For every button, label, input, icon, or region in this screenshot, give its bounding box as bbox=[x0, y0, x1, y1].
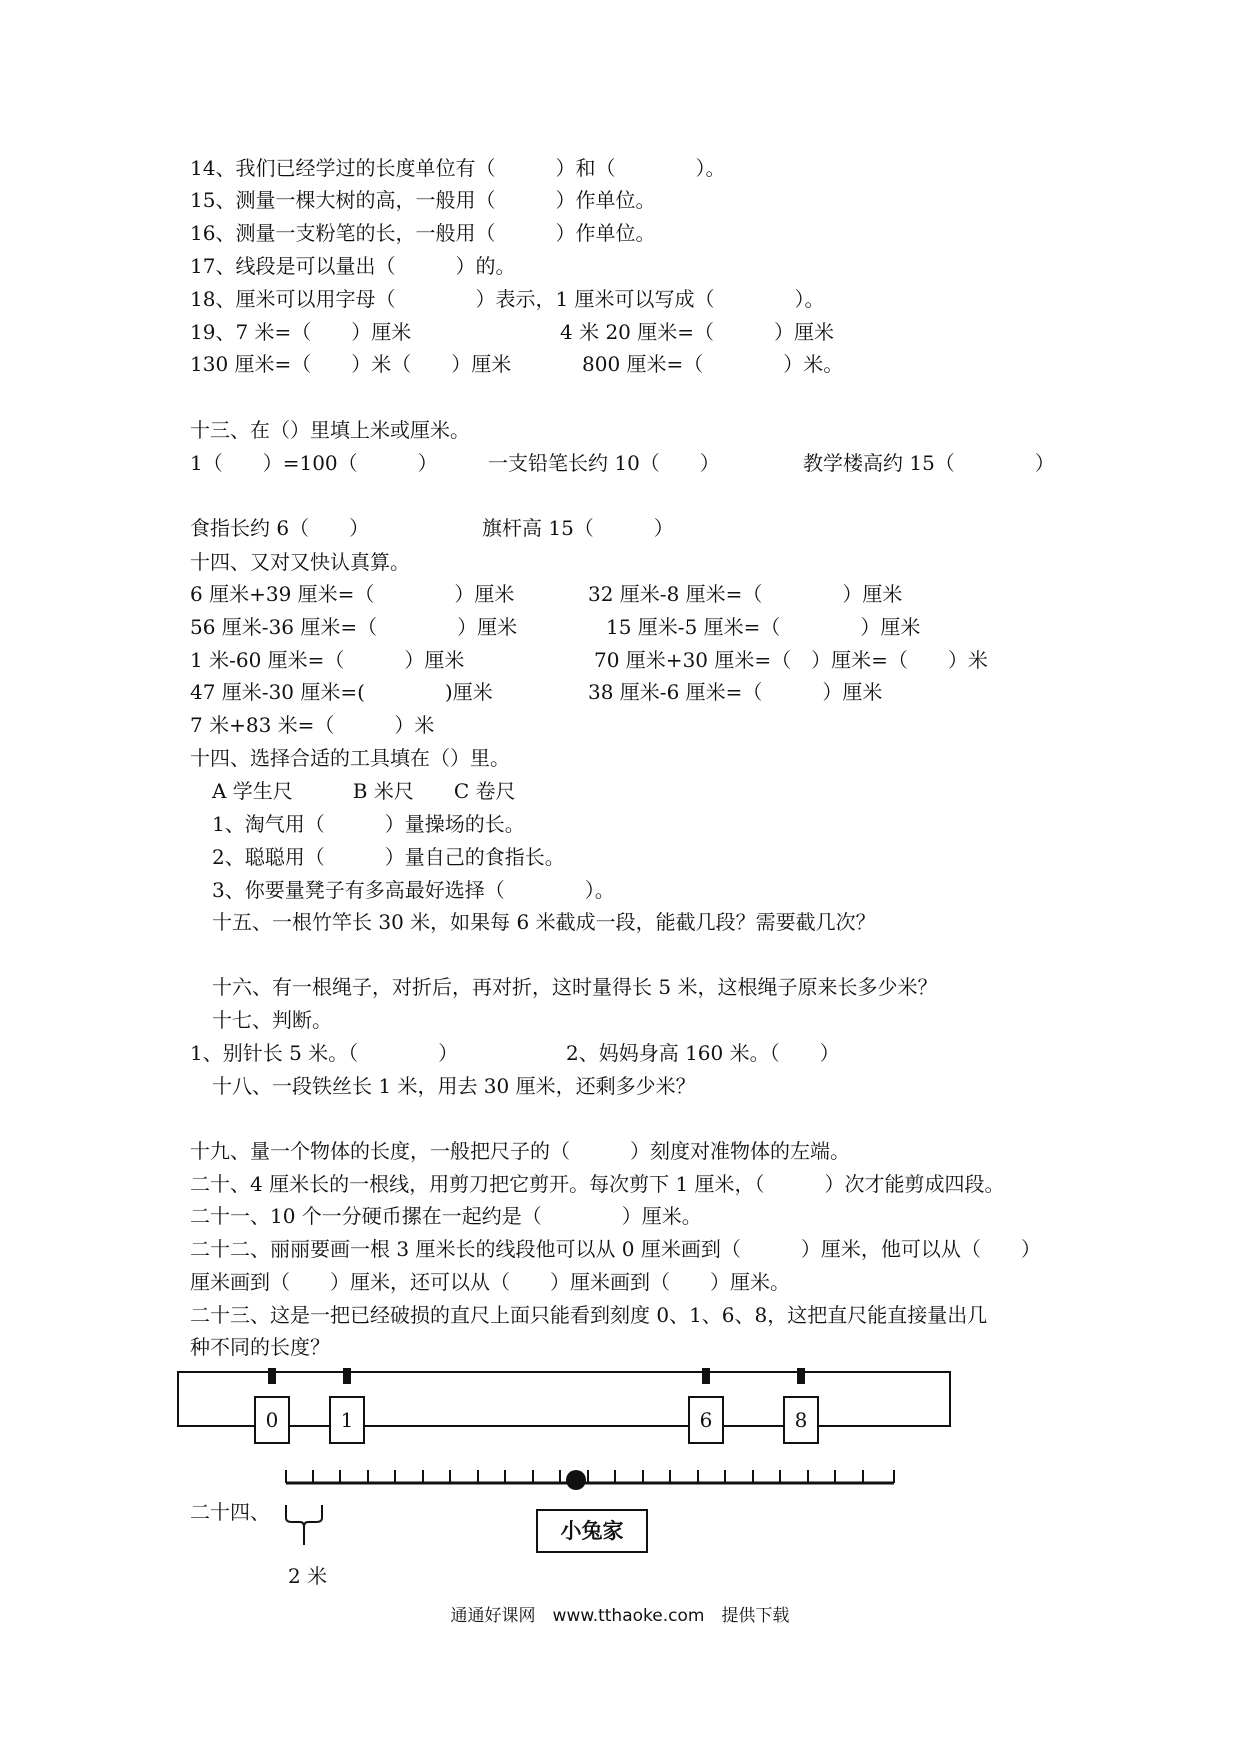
tool-q3: 3、你要量凳子有多高最好选择（ ）。 bbox=[212, 878, 615, 902]
calc-8: 38 厘米-6 厘米=（ ）厘米 bbox=[588, 680, 883, 704]
section-15: 十五、一根竹竿长 30 米，如果每 6 米截成一段，能截几段？需要截几次？ bbox=[212, 910, 876, 934]
section-13-item-3: 教学楼高约 15（ ） bbox=[803, 451, 1055, 475]
calc-1: 6 厘米+39 厘米=（ ）厘米 bbox=[190, 582, 515, 606]
question-16: 16、测量一支粉笔的长，一般用（ ）作单位。 bbox=[190, 221, 656, 245]
tool-options: A 学生尺 B 米尺 C 卷尺 bbox=[212, 779, 516, 803]
question-19a: 19、7 米=（ ）厘米 bbox=[190, 320, 412, 344]
question-19d: 800 厘米=（ ）米。 bbox=[582, 352, 844, 376]
section-13-heading: 十三、在（）里填上米或厘米。 bbox=[190, 418, 470, 442]
section-22-line-1: 二十二、丽丽要画一根 3 厘米长的线段他可以从 0 厘米画到（ ）厘米，他可以从（ ） bbox=[190, 1237, 1041, 1261]
section-13-item-2: 一支铅笔长约 10（ ） bbox=[488, 451, 720, 475]
calc-3: 56 厘米-36 厘米=（ ）厘米 bbox=[190, 615, 518, 639]
section-16: 十六、有一根绳子，对折后，再对折，这时量得长 5 米，这根绳子原来长多少米？ bbox=[212, 975, 938, 999]
ruler-tick-label: 8 bbox=[783, 1396, 819, 1444]
question-18: 18、厘米可以用字母（ ）表示，1 厘米可以写成（ ）。 bbox=[190, 287, 825, 311]
judge-2: 2、妈妈身高 160 米。（ ） bbox=[566, 1041, 840, 1065]
tool-q1: 1、淘气用（ ）量操场的长。 bbox=[212, 812, 525, 836]
question-19c: 130 厘米=（ ）米（ ）厘米 bbox=[190, 352, 512, 376]
judge-1: 1、别针长 5 米。（ ） bbox=[190, 1041, 459, 1065]
question-17: 17、线段是可以量出（ ）的。 bbox=[190, 254, 516, 278]
section-14-heading: 十四、又对又快认真算。 bbox=[190, 550, 410, 574]
section-23-line-1: 二十三、这是一把已经破损的直尺上面只能看到刻度 0、1、6、8，这把直尺能直接量出几 bbox=[190, 1303, 988, 1327]
section-23-line-2: 种不同的长度？ bbox=[190, 1335, 330, 1359]
rabbit-house-label: 小兔家 bbox=[536, 1509, 648, 1553]
brace-icon bbox=[286, 1505, 322, 1527]
section-13-item-4: 食指长约 6（ ） bbox=[190, 516, 370, 540]
section-18: 十八、一段铁丝长 1 米，用去 30 厘米，还剩多少米？ bbox=[212, 1074, 696, 1098]
section-13-item-1: 1（ ）=100（ ） bbox=[190, 451, 438, 475]
question-19b: 4 米 20 厘米=（ ）厘米 bbox=[560, 320, 835, 344]
section-19: 十九、量一个物体的长度，一般把尺子的（ ）刻度对准物体的左端。 bbox=[190, 1139, 850, 1163]
calc-9: 7 米+83 米=（ ）米 bbox=[190, 713, 435, 737]
tool-q2: 2、聪聪用（ ）量自己的食指长。 bbox=[212, 845, 565, 869]
calc-6: 70 厘米+30 厘米=（ ）厘米=（ ）米 bbox=[594, 648, 988, 672]
section-24-label: 二十四、 bbox=[190, 1500, 270, 1524]
question-15: 15、测量一棵大树的高，一般用（ ）作单位。 bbox=[190, 188, 656, 212]
section-17-heading: 十七、判断。 bbox=[212, 1008, 332, 1032]
ruler-tick-label: 6 bbox=[688, 1396, 724, 1444]
section-20: 二十、4 厘米长的一根线，用剪刀把它剪开。每次剪下 1 厘米，（ ）次才能剪成四段。 bbox=[190, 1172, 1005, 1196]
calc-5: 1 米-60 厘米=（ ）厘米 bbox=[190, 648, 465, 672]
section-21: 二十一、10 个一分硬币摞在一起约是（ ）厘米。 bbox=[190, 1204, 702, 1228]
page-footer: 通通好课网 www.tthaoke.com 提供下载 bbox=[450, 1606, 790, 1626]
unit-length-label: 2 米 bbox=[288, 1564, 328, 1588]
ruler-tick-label: 0 bbox=[254, 1396, 290, 1444]
question-14: 14、我们已经学过的长度单位有（ ）和（ ）。 bbox=[190, 156, 726, 180]
section-tools-heading: 十四、选择合适的工具填在（）里。 bbox=[190, 746, 510, 770]
calc-4: 15 厘米-5 厘米=（ ）厘米 bbox=[606, 615, 921, 639]
ruler-tick-label: 1 bbox=[329, 1396, 365, 1444]
section-13-item-5: 旗杆高 15（ ） bbox=[482, 516, 674, 540]
section-22-line-2: 厘米画到（ ）厘米，还可以从（ ）厘米画到（ ）厘米。 bbox=[190, 1270, 790, 1294]
calc-2: 32 厘米-8 厘米=（ ）厘米 bbox=[588, 582, 903, 606]
rabbit-dot-icon bbox=[566, 1470, 586, 1490]
calc-7: 47 厘米-30 厘米=( )厘米 bbox=[190, 680, 493, 704]
